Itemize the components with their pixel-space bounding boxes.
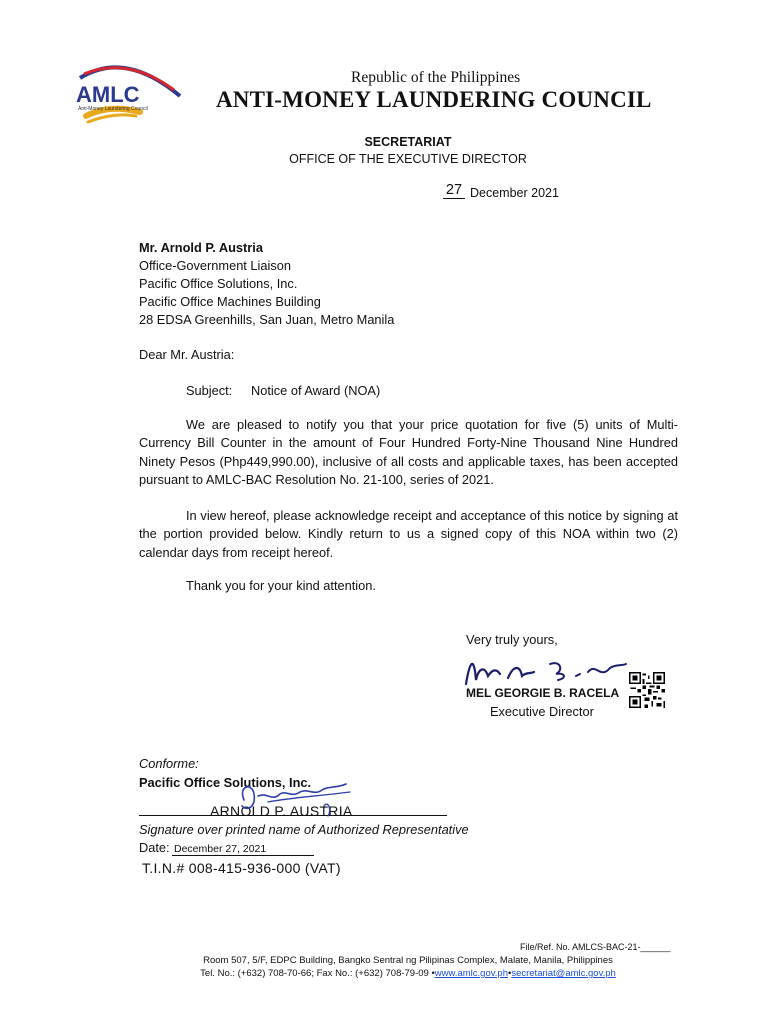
council-heading: ANTI-MONEY LAUNDERING COUNCIL [216,87,652,112]
footer-separator: • [508,968,512,979]
salutation: Dear Mr. Austria: [139,347,235,362]
body-paragraph-text: In view hereof, please acknowledge receipt and acceptance of this notice by signing at the portion provided below. Kindly return to us a signed copy of this NOA within two (2) calendar days from receipt hereof. [139,508,678,560]
amlc-logo [70,56,190,136]
recipient-line: Pacific Office Solutions, Inc. [139,276,298,291]
conforme-date-label: Date: [139,840,170,855]
body-paragraph-text: We are pleased to notify you that your price quotation for five (5) units of Multi-Currency Bill Counter in the amount of Four Hundred Forty-Nine Thousand Nine Hundred Ninety Pesos (Php449,990.00), inclusive of all costs and applicable taxes, has been accepted pursuant to AMLC-BAC Resolution No. 21-100, series of 2021. [139,417,678,487]
body-paragraph [139,416,678,489]
recipient-line: 28 EDSA Greenhills, San Juan, Metro Manila [139,312,395,327]
file-reference: File/Ref. No. AMLCS-BAC-21-______ [520,942,671,952]
representative-name: ARNOLD P. AUSTRIA [210,803,353,819]
subject-text: Notice of Award (NOA) [251,383,381,398]
closing: Very truly yours, [466,632,558,647]
body-paragraph [139,507,678,562]
recipient-name: Mr. Arnold P. Austria [139,240,263,255]
logo-subtext: Anti-Money Laundering Council [78,106,148,112]
email-link[interactable]: secretariat@amlc.gov.ph [511,968,616,979]
representative-signature [228,776,368,820]
conforme-date-value: December 27, 2021 [172,843,314,856]
republic-heading: Republic of the Philippines [351,69,521,86]
signature-caption: Signature over printed name of Authorized Representative [139,822,469,837]
footer-contacts [0,968,770,979]
recipient-line: Pacific Office Machines Building [139,294,321,309]
signer-name: MEL GEORGIE B. RACELA [466,686,620,700]
conforme-company: Pacific Office Solutions, Inc. [139,775,312,790]
website-link[interactable]: www.amlc.gov.ph [434,968,508,979]
conforme-label: Conforme: [139,756,199,771]
thanks-line: Thank you for your kind attention. [186,578,376,593]
subject-label: Subject: [186,383,233,398]
recipient-line: Office-Government Liaison [139,258,291,273]
signer-title: Executive Director [490,704,594,719]
letter-date-month-year: December 2021 [470,186,559,200]
letter-date-day: 27 [443,182,465,199]
office-heading: OFFICE OF THE EXECUTIVE DIRECTOR [289,152,527,166]
secretariat-heading: SECRETARIAT [364,135,452,149]
logo-text: AMLC [76,82,140,107]
qr-code [629,672,665,708]
footer-phone-fax: Tel. No.: (+632) 708-70-66; Fax No.: (+632) 708-79-09 • [200,968,435,979]
footer-address: Room 507, 5/F, EDPC Building, Bangko Sentral ng Pilipinas Complex, Malate, Manila, Philippines [203,955,613,966]
tin-number: T.I.N.# 008-415-936-000 (VAT) [142,860,341,876]
